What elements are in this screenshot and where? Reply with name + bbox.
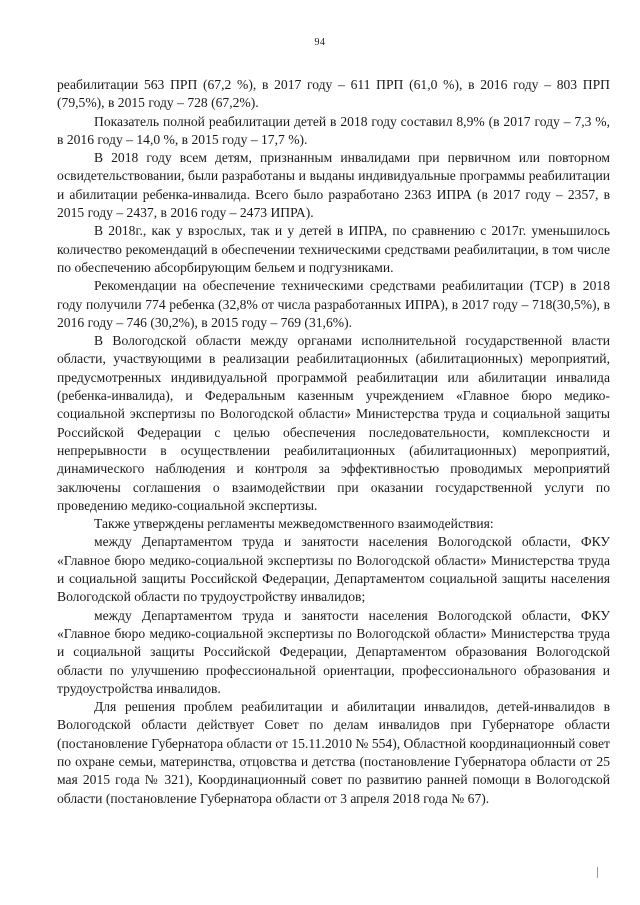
page-number: 94	[314, 37, 326, 48]
scan-artifact-mark	[597, 867, 598, 878]
body-text	[57, 76, 610, 808]
paragraph-full-rehabilitation-rate: Показатель полной реабилитации детей в 2018 году составил 8,9% (в 2017 году – 7,3 %, в 2016 году – 14,0 %, в 2015 году – 17,7 %).	[57, 113, 610, 147]
paragraph-regulation-education: между Департаментом труда и занятости населения Вологодской области, ФКУ «Главное бюро медико-социальной экспертизы по Вологодской области» Министерства труда и социальной защиты Российской Федерации, Департаментом образования Вологодской области по улучшению профессиональной ориентации, профессионального образования и трудоустройства инвалидов.	[57, 607, 610, 696]
paragraph-regulations-intro: Также утверждены регламенты межведомственного взаимодействия:	[94, 516, 494, 532]
paragraph-tsr-children-stats: Рекомендации на обеспечение техническими средствами реабилитации (ТСР) в 2018 году получили 774 ребенка (32,8% от числа разработанных ИПРА), в 2017 году – 718(30,5%), в 2016 году – 746 (30,2%), в 2015 году – 769 (31,6%).	[57, 278, 610, 330]
paragraph-interagency-agreements: В Вологодской области между органами исполнительной государственной власти области, участвующими в реализации реабилитационных (абилитационных) мероприятий, предусмотренных индивидуальной программой реабилитации или абилитации инвалида (ребенка-инвалида), и Федеральным казенным учреждением «Главное бюро медико-социальной экспертизы по Вологодской области» Министерства труда и социальной защиты Российской Федерации с целью обеспечения последовательности, комплексности и непрерывности в осуществлении реабилитационных (абилитационных) мероприятий, динамического наблюдения и контроля за эффективностью проводимых мероприятий заключены соглашения о взаимодействии при оказании государственной услуги по проведению медико-социальной экспертизы.	[57, 333, 610, 513]
paragraph-councils: Для решения проблем реабилитации и абилитации инвалидов, детей-инвалидов в Вологодской области действует Совет по делам инвалидов при Губернаторе области (постановление Губернатора области от 15.11.2010 № 554), Областной координационный совет по охране семьи, материнства, отцовства и детства (постановление Губернатора области от 25 мая 2015 года № 321), Координационный совет по развитию ранней помощи в Вологодской области (постановление Губернатора области от 3 апреля 2018 года № 67).	[57, 699, 610, 806]
paragraph-prp-stats: реабилитации 563 ПРП (67,2 %), в 2017 году – 611 ПРП (61,0 %), в 2016 году – 803 ПРП (79,5%), в 2015 году – 728 (67,2%).	[57, 77, 610, 111]
paragraph-ipra-2018: В 2018 году всем детям, признанным инвалидами при первичном или повторном освидетельствовании, были разработаны и выданы индивидуальные программы реабилитации и абилитации ребенка-инвалида. Всего было разработано 2363 ИПРА (в 2017 году – 2357, в 2015 году – 2437, в 2016 году – 2473 ИПРА).	[57, 150, 610, 221]
paragraph-regulation-employment: между Департаментом труда и занятости населения Вологодской области, ФКУ «Главное бюро медико-социальной экспертизы по Вологодской области» Министерства труда и социальной защиты Российской Федерации, Департаментом социальной защиты населения Вологодской области по трудоустройству инвалидов;	[57, 534, 610, 605]
paragraph-tsr-recommendations-decrease: В 2018г., как у взрослых, так и у детей в ИПРА, по сравнению с 2017г. уменьшилось количество рекомендаций в обеспечении техническими средствами реабилитации, в том числе по обеспечению абсорбирующим бельем и подгузниками.	[57, 223, 610, 275]
